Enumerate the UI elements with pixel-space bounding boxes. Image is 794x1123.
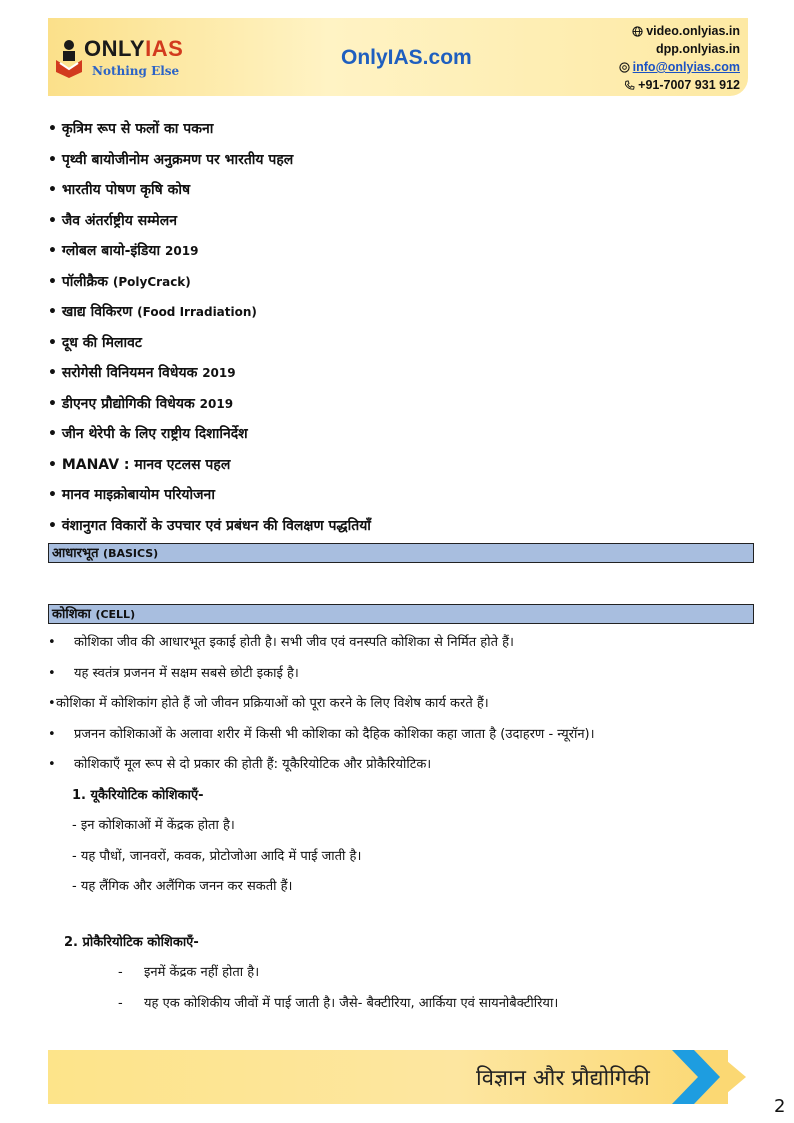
list-item: • भारतीय पोषण कृषि कोष <box>48 182 191 198</box>
header-banner <box>48 18 748 96</box>
list-item: • यह स्वतंत्र प्रजनन में सक्षम सबसे छोटी इकाई है। <box>48 665 299 681</box>
list-item: • पृथ्वी बायोजीनोम अनुक्रमण पर भारतीय पहल <box>48 151 294 168</box>
list-item: • MANAV : मानव एटलस पहल <box>48 456 231 473</box>
contact-block <box>619 22 740 94</box>
phone-icon <box>624 80 635 91</box>
list-item: • सरोगेसी विनियमन विधेयक 2019 <box>48 365 236 381</box>
list-item: • जैव अंतर्राष्ट्रीय सम्मेलन <box>48 212 177 229</box>
globe-icon <box>632 26 643 37</box>
email-icon <box>619 62 630 73</box>
dpp-link[interactable]: dpp.onlyias.in <box>655 42 740 56</box>
video-link[interactable]: video.onlyias.in <box>646 24 740 38</box>
chevron-right-icon <box>670 1050 754 1104</box>
scholar-icon <box>54 38 84 78</box>
footer-banner <box>48 1050 728 1104</box>
list-item: • मानव माइक्रोबायोम परियोजना <box>48 487 215 503</box>
list-item: • कृत्रिम रूप से फलों का पकना <box>48 121 214 137</box>
list-item: • पॉलीक्रैक (PolyCrack) <box>48 273 191 290</box>
list-item: • वंशानुगत विकारों के उपचार एवं प्रबंधन की विलक्षण पद्धतियाँ <box>48 517 371 534</box>
list-item: • ग्लोबल बायो-इंडिया 2019 <box>48 243 199 259</box>
logo-wordmark: ONLYIAS <box>84 36 184 61</box>
list-item: • कोशिका जीव की आधारभूत इकाई होती है। सभी जीव एवं वनस्पति कोशिका से निर्मित होते हैं। <box>48 635 514 650</box>
email-link[interactable]: info@onlyias.com <box>632 60 740 74</box>
list-item: • जीन थेरेपी के लिए राष्ट्रीय दिशानिर्देश <box>48 426 248 442</box>
cell-points <box>48 630 754 783</box>
prokaryotic-block <box>48 930 754 1022</box>
logo-tagline: Nothing Else <box>92 64 180 78</box>
section-heading-cell: कोशिका (CELL) <box>48 604 754 624</box>
prokaryotic-heading: 2. प्रोकैरियोटिक कोशिकाएँ- <box>64 934 199 950</box>
onlyias-logo[interactable] <box>54 34 194 90</box>
list-item: • कोशिका में कोशिकांग होते हैं जो जीवन प्रक्रियाओं को पूरा करने के लिए विशेष कार्य करते हैं। <box>48 696 489 711</box>
phone-number[interactable]: +91-7007 931 912 <box>638 78 740 92</box>
eukaryotic-heading: 1. यूकैरियोटिक कोशिकाएँ- <box>72 787 204 803</box>
list-item: • खाद्य विकिरण (Food Irradiation) <box>48 304 257 320</box>
list-item: - इनमें केंद्रक नहीं होता है। <box>118 965 260 980</box>
eukaryotic-block <box>48 783 754 905</box>
list-item: • दूध की मिलावट <box>48 334 142 351</box>
page-content <box>48 116 754 1021</box>
list-item: - यह पौधों, जानवरों, कवक, प्रोटोजोआ आदि में पाई जाती है। <box>72 848 362 864</box>
list-item: • डीएनए प्रौद्योगिकी विधेयक 2019 <box>48 395 234 412</box>
page-number: 2 <box>774 1096 786 1117</box>
list-item: - इन कोशिकाओं में केंद्रक होता है। <box>72 818 235 833</box>
topic-list <box>48 116 754 543</box>
list-item: - यह लैंगिक और अलैंगिक जनन कर सकती हैं। <box>72 879 293 894</box>
list-item: • प्रजनन कोशिकाओं के अलावा शरीर में किसी भी कोशिका को दैहिक कोशिका कहा जाता है (उदाहरण - न्यूरॉन)। <box>48 726 595 742</box>
list-item: • कोशिकाएँ मूल रूप से दो प्रकार की होती हैं: यूकैरियोटिक और प्रोकैरियोटिक। <box>48 757 432 772</box>
footer-subject-title: विज्ञान और प्रौद्योगिकी <box>476 1066 650 1091</box>
section-heading-basics: आधारभूत (BASICS) <box>48 543 754 563</box>
list-item: - यह एक कोशिकीय जीवों में पाई जाती है। जैसे- बैक्टीरिया, आर्किया एवं सायनोबैक्टीरिया। <box>118 995 559 1011</box>
site-name[interactable]: OnlyIAS.com <box>341 46 472 69</box>
